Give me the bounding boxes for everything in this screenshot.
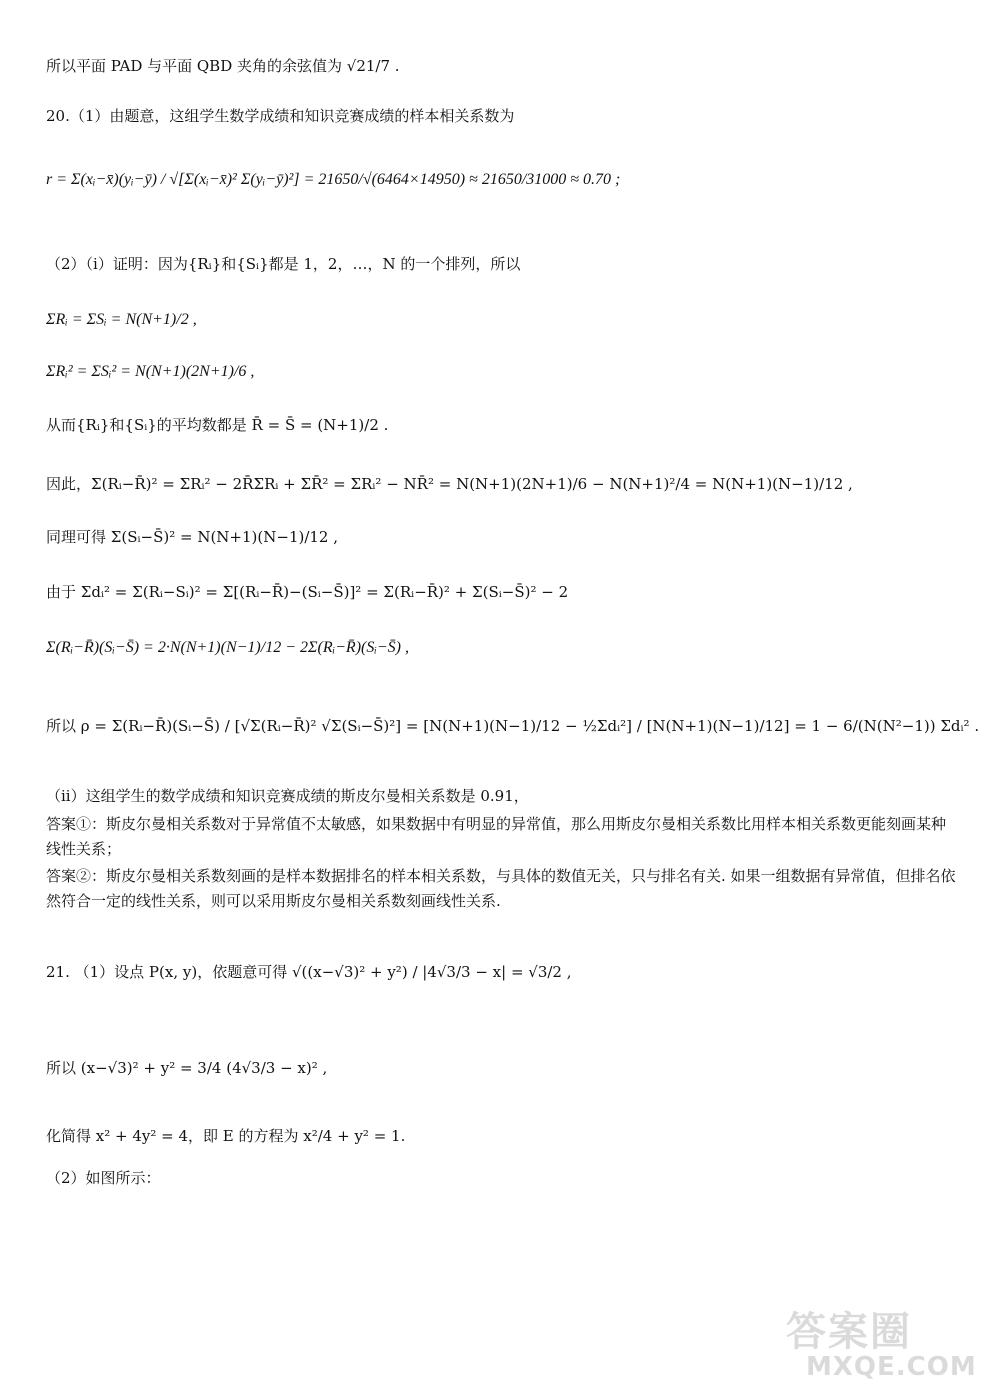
spearman-derivation-line: 所以 ρ = Σ(Rᵢ−R̄)(Sᵢ−S̄) / [√Σ(Rᵢ−R̄)² √Σ(Sᵢ−S̄)²] = [N(N+1)(N−1)/12 − ½Σdᵢ²] / [N(N+1)(N−1)/12] = 1 − 6/(N(N²−1)) Σdᵢ² . [46, 717, 980, 735]
q20-part2-ii-line: （ii）这组学生的数学成绩和知识竞赛成绩的斯皮尔曼相关系数是 0.91， [46, 787, 529, 805]
q21-simplified-equation-line: 化简得 x² + 4y² = 4，即 E 的方程为 x²/4 + y² = 1. [46, 1127, 406, 1145]
rank-mean-line: 从而{Rᵢ}和{Sᵢ}的平均数都是 R̄ = S̄ = (N+1)/2 . [46, 416, 389, 434]
similar-variance-line: 同理可得 Σ(Sᵢ−S̄)² = N(N+1)(N−1)/12 , [46, 528, 339, 546]
q20-part1-intro: 20.（1）由题意，这组学生数学成绩和知识竞赛成绩的样本相关系数为 [46, 107, 515, 125]
rank-square-sum-formula: ΣRᵢ² = ΣSᵢ² = N(N+1)(2N+1)/6 , [46, 363, 255, 380]
q21-equation-line: 所以 (x−√3)² + y² = 3/4 (4√3/3 − x)² , [46, 1059, 328, 1077]
q21-part1-setup: 21. （1）设点 P(x, y)，依题意可得 √((x−√3)² + y²) / |4√3/3 − x| = √3/2 , [46, 963, 572, 981]
watermark-url-text: MXQE.COM [806, 1352, 977, 1382]
answer-one-paragraph: 答案①：斯皮尔曼相关系数对于异常值不太敏感，如果数据中有明显的异常值，那么用斯皮尔曼相关系数比用样本相关系数更能刻画某种线性关系； [46, 815, 947, 858]
covariance-formula: Σ(Rᵢ−R̄)(Sᵢ−S̄) = 2·N(N+1)(N−1)/12 − 2Σ(Rᵢ−R̄)(Sᵢ−S̄) , [46, 639, 410, 656]
site-watermark [786, 1300, 986, 1384]
d-square-sum-line: 由于 Σdᵢ² = Σ(Rᵢ−Sᵢ)² = Σ[(Rᵢ−R̄)−(Sᵢ−S̄)]² = Σ(Rᵢ−R̄)² + Σ(Sᵢ−S̄)² − 2 [46, 583, 569, 601]
rank-sum-formula: ΣRᵢ = ΣSᵢ = N(N+1)/2 , [46, 311, 197, 328]
watermark-logo-text: 答案圈 [786, 1309, 912, 1355]
q21-part2-intro: （2）如图所示： [46, 1169, 161, 1187]
sample-correlation-formula: r = Σ(xᵢ−x̄)(yᵢ−ȳ) / √[Σ(xᵢ−x̄)² Σ(yᵢ−ȳ)²] = 21650/√(6464×14950) ≈ 21650/31000 ≈ 0.70 ; [46, 171, 621, 188]
answer-two-paragraph: 答案②：斯皮尔曼相关系数刻画的是样本数据排名的样本相关系数，与具体的数值无关，只与排名有关. 如果一组数据有异常值，但排名依然符合一定的线性关系，则可以采用斯皮尔曼相关系数刻画线性关系. [46, 867, 956, 910]
cosine-conclusion: 所以平面 PAD 与平面 QBD 夹角的余弦值为 √21/7 . [46, 57, 400, 75]
variance-derivation-line: 因此，Σ(Rᵢ−R̄)² = ΣRᵢ² − 2R̄ΣRᵢ + ΣR̄² = ΣRᵢ² − NR̄² = N(N+1)(2N+1)/6 − N(N+1)²/4 = N(N+1)(N−1)/12 , [46, 475, 853, 493]
q20-part2-proof-intro: （2）（i）证明：因为{Rᵢ}和{Sᵢ}都是 1，2，…，N 的一个排列，所以 [46, 255, 521, 273]
